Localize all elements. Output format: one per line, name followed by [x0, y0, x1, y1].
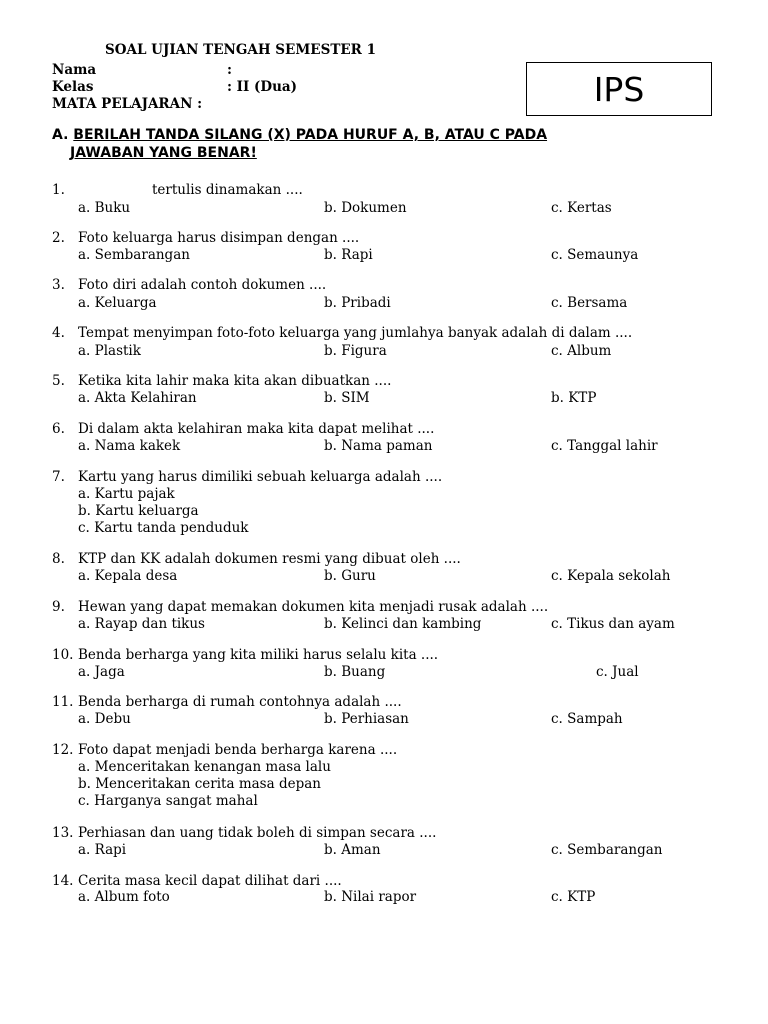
question-number: 9.: [52, 599, 65, 615]
option-c: c. Tanggal lahir: [551, 438, 658, 454]
option-a: a. Rayap dan tikus: [78, 616, 205, 632]
option-b: b. Nama paman: [324, 438, 433, 454]
question-text: Foto dapat menjadi benda berharga karena ....: [78, 742, 398, 758]
option-c: c. Kepala sekolah: [551, 568, 671, 584]
option-a: a. Menceritakan kenangan masa lalu: [78, 759, 331, 775]
mata-pelajaran-label: MATA PELAJARAN :: [52, 96, 203, 112]
question-number: 10.: [52, 647, 74, 663]
question-number: 5.: [52, 373, 65, 389]
question-text: Di dalam akta kelahiran maka kita dapat melihat ....: [78, 421, 435, 437]
kelas-value: : II (Dua): [227, 79, 298, 95]
option-c: c. Tikus dan ayam: [551, 616, 675, 632]
question-text: Foto keluarga harus disimpan dengan ....: [78, 230, 360, 246]
option-c: b. KTP: [551, 390, 597, 406]
question-text: Tempat menyimpan foto-foto keluarga yang jumlahya banyak adalah di dalam ....: [78, 325, 633, 341]
question-number: 3.: [52, 277, 65, 293]
question-text: Perhiasan dan uang tidak boleh di simpan secara ....: [78, 825, 437, 841]
question-text: Cerita masa kecil dapat dilihat dari ....: [78, 873, 342, 889]
option-b: b. Buang: [324, 664, 386, 680]
option-c: c. Album: [551, 343, 612, 359]
option-c: c. Sampah: [551, 711, 623, 727]
question-number: 12.: [52, 742, 74, 758]
nama-value: :: [227, 62, 232, 78]
question-text: tertulis dinamakan ....: [152, 182, 303, 198]
option-c: c. Kartu tanda penduduk: [78, 520, 249, 536]
question-number: 4.: [52, 325, 65, 341]
question-number: 13.: [52, 825, 74, 841]
option-c: c. Kertas: [551, 200, 612, 216]
option-a: a. Album foto: [78, 889, 170, 905]
option-b: b. Kartu keluarga: [78, 503, 199, 519]
instruction-line-1: BERILAH TANDA SILANG (X) PADA HURUF A, B, ATAU C PADA: [73, 127, 548, 143]
option-b: b. Pribadi: [324, 295, 391, 311]
nama-label: Nama: [52, 62, 97, 78]
section-marker: A.: [52, 127, 69, 143]
option-a: a. Buku: [78, 200, 131, 216]
question-number: 14.: [52, 873, 74, 889]
instruction-line-2: JAWABAN YANG BENAR!: [70, 145, 257, 161]
option-c: c. Semaunya: [551, 247, 639, 263]
option-c: c. Sembarangan: [551, 842, 663, 858]
question-text: Kartu yang harus dimiliki sebuah keluarga adalah ....: [78, 469, 443, 485]
subject-label: IPS: [593, 69, 645, 109]
option-a: a. Nama kakek: [78, 438, 181, 454]
question-text: KTP dan KK adalah dokumen resmi yang dibuat oleh ....: [78, 551, 461, 567]
kelas-label: Kelas: [52, 79, 94, 95]
option-b: b. SIM: [324, 390, 370, 406]
question-text: Benda berharga di rumah contohnya adalah ....: [78, 694, 402, 710]
option-b: b. Guru: [324, 568, 376, 584]
option-b: b. Figura: [324, 343, 387, 359]
question-number: 7.: [52, 469, 65, 485]
option-c: c. KTP: [551, 889, 596, 905]
option-b: b. Aman: [324, 842, 381, 858]
question-number: 2.: [52, 230, 65, 246]
option-c: c. Harganya sangat mahal: [78, 793, 258, 809]
option-a: a. Sembarangan: [78, 247, 190, 263]
question-text: Hewan yang dapat memakan dokumen kita menjadi rusak adalah ....: [78, 599, 549, 615]
section-instruction: [52, 126, 547, 162]
question-number: 6.: [52, 421, 65, 437]
question-number: 1.: [52, 182, 65, 198]
question-text: Benda berharga yang kita miliki harus selalu kita ....: [78, 647, 439, 663]
option-a: a. Debu: [78, 711, 131, 727]
option-a: a. Kartu pajak: [78, 486, 175, 502]
question-text: Ketika kita lahir maka kita akan dibuatkan ....: [78, 373, 392, 389]
question-text: Foto diri adalah contoh dokumen ....: [78, 277, 327, 293]
question-number: 11.: [52, 694, 74, 710]
option-b: b. Dokumen: [324, 200, 407, 216]
option-a: a. Rapi: [78, 842, 127, 858]
option-b: b. Rapi: [324, 247, 373, 263]
option-c: c. Jual: [596, 664, 639, 680]
option-a: a. Keluarga: [78, 295, 157, 311]
option-a: a. Kepala desa: [78, 568, 178, 584]
subject-box: [526, 62, 712, 116]
option-b: b. Nilai rapor: [324, 889, 417, 905]
question-number: 8.: [52, 551, 65, 567]
option-a: a. Akta Kelahiran: [78, 390, 197, 406]
option-b: b. Kelinci dan kambing: [324, 616, 482, 632]
option-b: b. Perhiasan: [324, 711, 409, 727]
option-a: a. Jaga: [78, 664, 125, 680]
option-a: a. Plastik: [78, 343, 141, 359]
option-c: c. Bersama: [551, 295, 628, 311]
exam-title: SOAL UJIAN TENGAH SEMESTER 1: [105, 42, 376, 58]
option-b: b. Menceritakan cerita masa depan: [78, 776, 321, 792]
